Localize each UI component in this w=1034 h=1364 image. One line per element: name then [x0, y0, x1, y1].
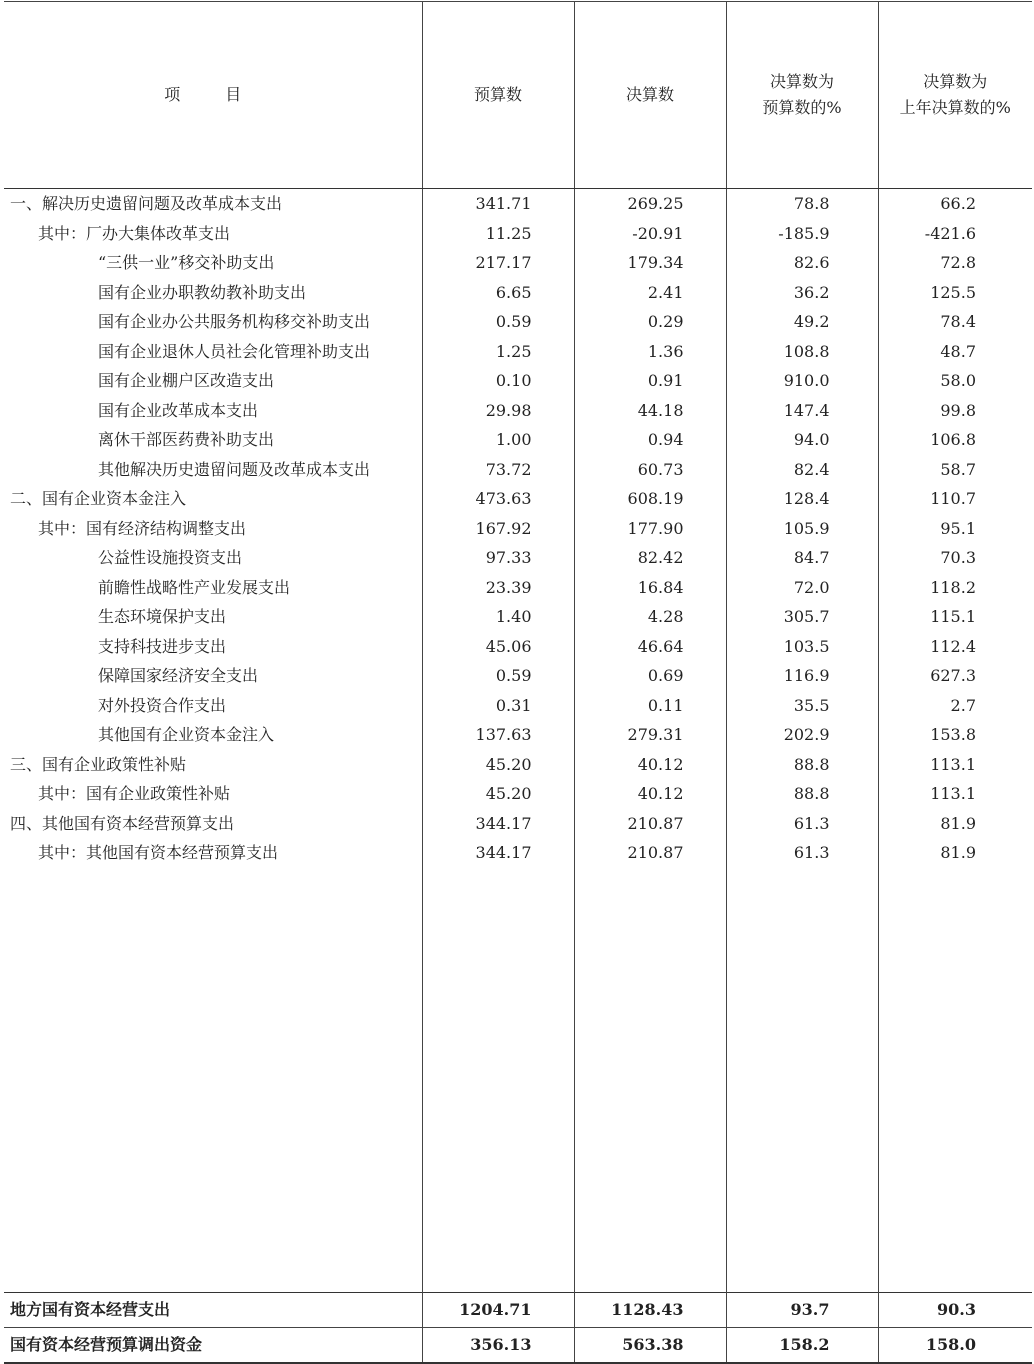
row-budget-value: 344.17 [422, 838, 574, 868]
row-ratio-prev-value: 115.1 [930, 607, 976, 626]
table-row [4, 366, 1032, 396]
row-ratio-budget-value: 305.7 [726, 602, 878, 632]
row-budget-value: 356.13 [422, 1327, 574, 1363]
row-item-name: 国有企业退休人员社会化管理补助支出 [4, 337, 422, 367]
row-budget-value: 341.71 [422, 189, 574, 219]
row-item-name: 四、其他国有资本经营预算支出 [4, 809, 422, 839]
row-budget-value: 0.59 [422, 307, 574, 337]
header-ratio-prev: 决算数为 上年决算数的% [878, 2, 1032, 189]
row-ratio-prev-value: 95.1 [940, 518, 976, 538]
row-final-value: 46.64 [574, 632, 726, 662]
table-row [4, 455, 1032, 485]
table-row [4, 632, 1032, 662]
row-ratio-budget-value: 78.8 [726, 189, 878, 219]
row-final-value: 0.69 [574, 661, 726, 691]
row-budget-value: 473.63 [422, 484, 574, 514]
row-ratio-budget-value: 61.3 [726, 838, 878, 868]
row-ratio-budget-value: 202.9 [726, 720, 878, 750]
row-final-value: 269.25 [574, 189, 726, 219]
row-item-name: 国有企业棚户区改造支出 [4, 366, 422, 396]
row-item-name: 公益性设施投资支出 [4, 543, 422, 573]
row-item-name: 其中：厂办大集体改革支出 [4, 219, 422, 249]
table-row [4, 691, 1032, 721]
table-row [4, 543, 1032, 573]
spacer-cell [4, 868, 422, 1293]
row-ratio-budget-value: 82.6 [726, 248, 878, 278]
row-ratio-prev-value: 2.7 [950, 695, 976, 715]
row-ratio-prev-value: 58.7 [940, 459, 976, 479]
row-ratio-prev-value: 153.8 [930, 725, 976, 744]
row-final-value: 210.87 [574, 838, 726, 868]
row-item-name: 一、解决历史遗留问题及改革成本支出 [4, 189, 422, 219]
row-ratio-prev-value: 113.1 [930, 754, 976, 774]
row-ratio-prev-value: 113.1 [930, 784, 976, 803]
spacer-cell [422, 868, 574, 1293]
row-final-value: 563.38 [574, 1327, 726, 1363]
table-row [4, 248, 1032, 278]
row-ratio-budget-value: 72.0 [726, 573, 878, 603]
state-capital-expenditure-table [4, 2, 1032, 1364]
row-ratio-prev-value: 58.0 [940, 371, 976, 390]
row-ratio-budget-value: 49.2 [726, 307, 878, 337]
row-budget-value: 45.06 [422, 632, 574, 662]
row-ratio-prev-value: 158.0 [878, 1327, 1032, 1363]
table-row [4, 809, 1032, 839]
row-budget-value: 29.98 [422, 396, 574, 426]
row-ratio-budget-value: 61.3 [726, 809, 878, 839]
row-ratio-budget-value: 94.0 [726, 425, 878, 455]
row-ratio-prev-value: 112.4 [930, 636, 976, 656]
row-budget-value: 6.65 [422, 278, 574, 308]
total-row [4, 1327, 1032, 1363]
row-ratio-budget-value: 105.9 [726, 514, 878, 544]
header-row [4, 2, 1032, 189]
row-item-name: 对外投资合作支出 [4, 691, 422, 721]
row-ratio-budget-value: 82.4 [726, 455, 878, 485]
table-row [4, 838, 1032, 868]
row-ratio-budget-value: 910.0 [726, 366, 878, 396]
row-ratio-prev-value: 106.8 [930, 430, 976, 449]
row-item-name: 其中：国有经济结构调整支出 [4, 514, 422, 544]
row-ratio-budget-value: 147.4 [726, 396, 878, 426]
row-final-value: -20.91 [574, 219, 726, 249]
row-ratio-prev-value: -421.6 [924, 223, 976, 243]
row-budget-value: 217.17 [422, 248, 574, 278]
row-ratio-prev-value: 125.5 [930, 282, 976, 302]
row-final-value: 177.90 [574, 514, 726, 544]
row-final-value: 60.73 [574, 455, 726, 485]
table-row [4, 661, 1032, 691]
row-final-value: 279.31 [574, 720, 726, 750]
row-item-name: “三供一业”移交补助支出 [4, 248, 422, 278]
row-final-value: 44.18 [574, 396, 726, 426]
row-ratio-budget-value: 108.8 [726, 337, 878, 367]
row-item-name: 支持科技进步支出 [4, 632, 422, 662]
row-item-name: 保障国家经济安全支出 [4, 661, 422, 691]
table-row [4, 337, 1032, 367]
table-row [4, 396, 1032, 426]
row-item-name: 其他国有企业资本金注入 [4, 720, 422, 750]
row-final-value: 0.94 [574, 425, 726, 455]
header-item: 项 目 [4, 2, 422, 189]
row-final-value: 16.84 [574, 573, 726, 603]
row-ratio-budget-value: 35.5 [726, 691, 878, 721]
row-final-value: 1128.43 [574, 1292, 726, 1327]
row-final-value: 0.91 [574, 366, 726, 396]
row-item-name: 生态环境保护支出 [4, 602, 422, 632]
row-ratio-prev-value: 72.8 [940, 253, 976, 272]
row-item-name: 地方国有资本经营支出 [4, 1292, 422, 1327]
row-ratio-prev-value: 627.3 [930, 666, 976, 685]
row-ratio-prev-value: 70.3 [940, 548, 976, 567]
table-row [4, 484, 1032, 514]
row-ratio-budget-value: 128.4 [726, 484, 878, 514]
row-item-name: 国有企业办职教幼教补助支出 [4, 278, 422, 308]
row-ratio-prev-value: 90.3 [878, 1292, 1032, 1327]
row-final-value: 40.12 [574, 779, 726, 809]
row-ratio-budget-value: 36.2 [726, 278, 878, 308]
row-budget-value: 11.25 [422, 219, 574, 249]
table-row [4, 779, 1032, 809]
row-final-value: 2.41 [574, 278, 726, 308]
row-final-value: 82.42 [574, 543, 726, 573]
row-final-value: 0.11 [574, 691, 726, 721]
row-final-value: 0.29 [574, 307, 726, 337]
row-item-name: 离休干部医药费补助支出 [4, 425, 422, 455]
row-budget-value: 73.72 [422, 455, 574, 485]
row-ratio-prev-value: 81.9 [940, 813, 976, 833]
row-budget-value: 1.00 [422, 425, 574, 455]
table-row [4, 514, 1032, 544]
spacer-cell [574, 868, 726, 1293]
row-ratio-budget-value: 93.7 [726, 1292, 878, 1327]
row-final-value: 4.28 [574, 602, 726, 632]
row-item-name: 其他解决历史遗留问题及改革成本支出 [4, 455, 422, 485]
row-final-value: 179.34 [574, 248, 726, 278]
row-item-name: 其中：国有企业政策性补贴 [4, 779, 422, 809]
row-budget-value: 1.25 [422, 337, 574, 367]
row-budget-value: 137.63 [422, 720, 574, 750]
row-ratio-prev-value: 110.7 [930, 489, 976, 508]
row-ratio-budget-value: 88.8 [726, 750, 878, 780]
header-final: 决算数 [574, 2, 726, 189]
spacer-cell [726, 868, 878, 1293]
header-ratio-budget: 决算数为 预算数的% [726, 2, 878, 189]
table-row [4, 425, 1032, 455]
row-item-name: 国有资本经营预算调出资金 [4, 1327, 422, 1363]
row-item-name: 国有企业办公共服务机构移交补助支出 [4, 307, 422, 337]
table-row [4, 573, 1032, 603]
row-ratio-prev-value: 78.4 [940, 312, 976, 331]
row-ratio-prev-value: 99.8 [940, 400, 976, 420]
table-row [4, 278, 1032, 308]
row-ratio-prev-value: 48.7 [940, 341, 976, 361]
row-final-value: 40.12 [574, 750, 726, 780]
row-ratio-budget-value: 116.9 [726, 661, 878, 691]
row-item-name: 前瞻性战略性产业发展支出 [4, 573, 422, 603]
row-final-value: 1.36 [574, 337, 726, 367]
header-budget: 预算数 [422, 2, 574, 189]
table-row [4, 307, 1032, 337]
row-ratio-prev-value: 81.9 [940, 843, 976, 862]
row-budget-value: 0.10 [422, 366, 574, 396]
row-ratio-prev-value: 66.2 [940, 194, 976, 213]
table-row [4, 219, 1032, 249]
row-budget-value: 45.20 [422, 779, 574, 809]
row-budget-value: 45.20 [422, 750, 574, 780]
row-budget-value: 0.59 [422, 661, 574, 691]
table-row [4, 602, 1032, 632]
row-ratio-budget-value: 158.2 [726, 1327, 878, 1363]
row-item-name: 三、国有企业政策性补贴 [4, 750, 422, 780]
row-ratio-budget-value: 88.8 [726, 779, 878, 809]
row-ratio-budget-value: 84.7 [726, 543, 878, 573]
spacer-cell [878, 868, 1032, 1293]
table-row [4, 750, 1032, 780]
blank-spacer-row [4, 868, 1032, 1293]
row-item-name: 其中：其他国有资本经营预算支出 [4, 838, 422, 868]
row-budget-value: 1204.71 [422, 1292, 574, 1327]
row-ratio-prev-value: 118.2 [930, 577, 976, 597]
total-row [4, 1292, 1032, 1327]
row-final-value: 210.87 [574, 809, 726, 839]
row-budget-value: 0.31 [422, 691, 574, 721]
row-budget-value: 167.92 [422, 514, 574, 544]
row-budget-value: 344.17 [422, 809, 574, 839]
row-item-name: 国有企业改革成本支出 [4, 396, 422, 426]
row-item-name: 二、国有企业资本金注入 [4, 484, 422, 514]
row-ratio-budget-value: -185.9 [726, 219, 878, 249]
row-budget-value: 97.33 [422, 543, 574, 573]
row-final-value: 608.19 [574, 484, 726, 514]
row-ratio-budget-value: 103.5 [726, 632, 878, 662]
table-row [4, 720, 1032, 750]
row-budget-value: 23.39 [422, 573, 574, 603]
row-budget-value: 1.40 [422, 602, 574, 632]
table-row [4, 189, 1032, 219]
